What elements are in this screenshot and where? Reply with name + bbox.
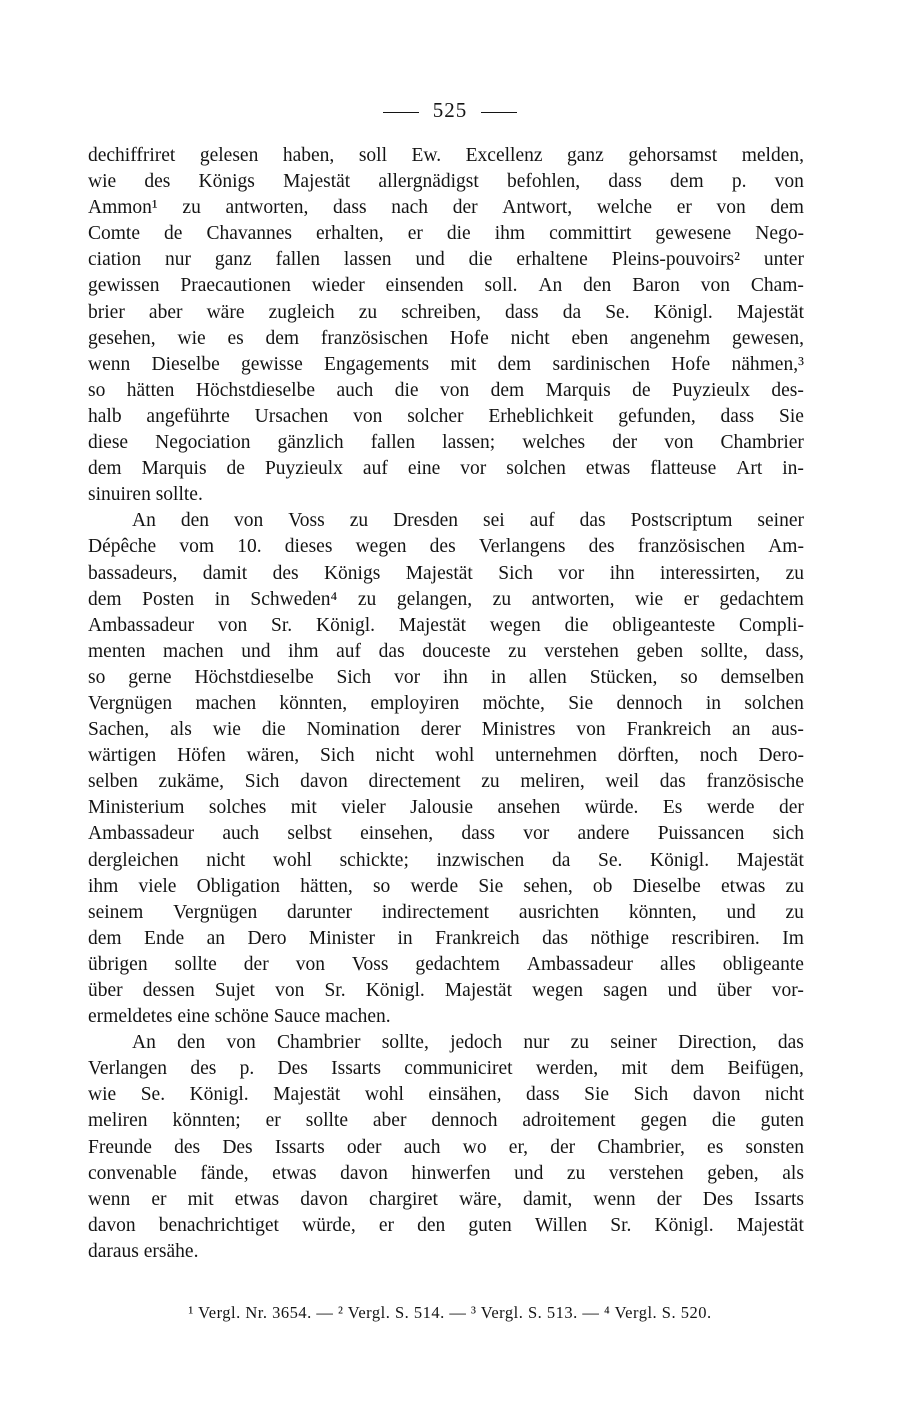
text-line: meliren könnten; er sollte aber dennoch adroitement gegen die guten — [88, 1110, 804, 1132]
text-line: dem Posten in Schweden⁴ zu gelangen, zu antworten, wie er gedachtem — [88, 588, 804, 610]
text-line: menten machen und ihm auf das douceste zu verstehen geben sollte, dass, — [88, 640, 804, 662]
text-line: Ambassadeur auch selbst einsehen, dass vor andere Puissancen sich — [88, 823, 804, 845]
text-line: Vergnügen machen könnten, employiren möchte, Sie dennoch in solchen — [88, 692, 804, 714]
text-line: brier aber wäre zugleich zu schreiben, dass da Se. Königl. Majestät — [88, 301, 804, 323]
text-line: so hätten Höchstdieselbe auch die von dem Marquis de Puyzieulx des- — [88, 379, 804, 401]
text-line: diese Negociation gänzlich fallen lassen; welches der von Chambrier — [88, 432, 804, 454]
text-line: Freunde des Des Issarts oder auch wo er, der Chambrier, es sonsten — [88, 1136, 804, 1158]
page-number: 525 — [432, 98, 468, 122]
footnotes: ¹ Vergl. Nr. 3654. — ² Vergl. S. 514. — ³ Vergl. S. 513. — ⁴ Vergl. S. 520. — [188, 1303, 712, 1322]
text-line: dem Ende an Dero Minister in Frankreich das nöthige rescribiren. Im — [88, 927, 804, 949]
text-line: Comte de Chavannes erhalten, er die ihm committirt gewesene Nego- — [88, 223, 804, 245]
text-line: ihm viele Obligation hätten, so werde Sie sehen, ob Dieselbe etwas zu — [88, 875, 804, 897]
text-line: wärtigen Höfen wären, Sich nicht wohl unternehmen dörften, noch Dero- — [88, 745, 804, 767]
text-line: wie des Königs Majestät allergnädigst befohlen, dass dem p. von — [88, 171, 804, 193]
body-text — [88, 143, 804, 1265]
text-line: Ammon¹ zu antworten, dass nach der Antwort, welche er von dem — [88, 197, 804, 219]
text-line: Ambassadeur von Sr. Königl. Majestät wegen die obligeanteste Compli- — [88, 614, 804, 636]
text-line: An den von Chambrier sollte, jedoch nur zu seiner Direction, das — [132, 1032, 804, 1054]
text-line: An den von Voss zu Dresden sei auf das Postscriptum seiner — [132, 510, 804, 532]
text-line: dechiffriret gelesen haben, soll Ew. Excellenz ganz gehorsamst melden, — [88, 145, 804, 166]
text-line: bassadeurs, damit des Königs Majestät Sich vor ihn interessirten, zu — [88, 562, 804, 584]
text-line: ermeldetes eine schöne Sauce machen. — [88, 1006, 391, 1028]
text-line: ciation nur ganz fallen lassen und die erhaltene Pleins-pouvoirs² unter — [88, 249, 804, 271]
text-line: Dépêche vom 10. dieses wegen des Verlangens des französischen Am- — [88, 536, 804, 558]
text-line: dergleichen nicht wohl schickte; inzwischen da Se. Königl. Majestät — [88, 849, 804, 871]
text-line: gewissen Praecautionen wieder einsenden soll. An den Baron von Cham- — [88, 275, 804, 297]
text-line: so gerne Höchstdieselbe Sich vor ihn in allen Stücken, so demselben — [88, 666, 804, 688]
text-line: wenn Dieselbe gewisse Engagements mit dem sardinischen Hofe nähmen,³ — [88, 353, 804, 375]
text-line: Ministerium solches mit vieler Jalousie ansehen würde. Es werde der — [88, 797, 804, 819]
paragraph — [88, 1030, 804, 1265]
text-line: daraus ersähe. — [88, 1240, 199, 1262]
text-line: convenable fände, etwas davon hinwerfen und zu verstehen geben, als — [88, 1162, 804, 1184]
text-line: halb angeführte Ursachen von solcher Erheblichkeit gefunden, dass Sie — [88, 405, 804, 427]
page-number-rule-left — [383, 112, 419, 113]
paragraph — [88, 508, 804, 1030]
text-line: selben zukäme, Sich davon directement zu meliren, weil das französische — [88, 771, 804, 793]
text-line: davon benachrichtiget würde, er den guten Willen Sr. Königl. Majestät — [88, 1214, 804, 1236]
text-line: wenn er mit etwas davon chargiret wäre, damit, wenn der Des Issarts — [88, 1188, 804, 1210]
text-line: Sachen, als wie die Nomination derer Ministres von Frankreich an aus- — [88, 719, 804, 741]
text-line: übrigen sollte der von Voss gedachtem Ambassadeur alles obligeante — [88, 953, 804, 975]
text-line: wie Se. Königl. Majestät wohl einsähen, dass Sie Sich davon nicht — [88, 1084, 804, 1106]
text-line: dem Marquis de Puyzieulx auf eine vor solchen etwas flatteuse Art in- — [88, 458, 804, 480]
text-line: Verlangen des p. Des Issarts communiciret werden, mit dem Beifügen, — [88, 1058, 804, 1080]
paragraph — [88, 143, 804, 508]
text-line: sinuiren sollte. — [88, 484, 203, 506]
text-line: gesehen, wie es dem französischen Hofe nicht eben angenehm gewesen, — [88, 327, 804, 349]
page-number-rule-right — [481, 112, 517, 113]
text-line: seinem Vergnügen darunter indirectement ausrichten könnten, und zu — [88, 901, 804, 923]
page-number-header — [0, 98, 900, 123]
text-line: über dessen Sujet von Sr. Königl. Majestät wegen sagen und über vor- — [88, 980, 804, 1001]
